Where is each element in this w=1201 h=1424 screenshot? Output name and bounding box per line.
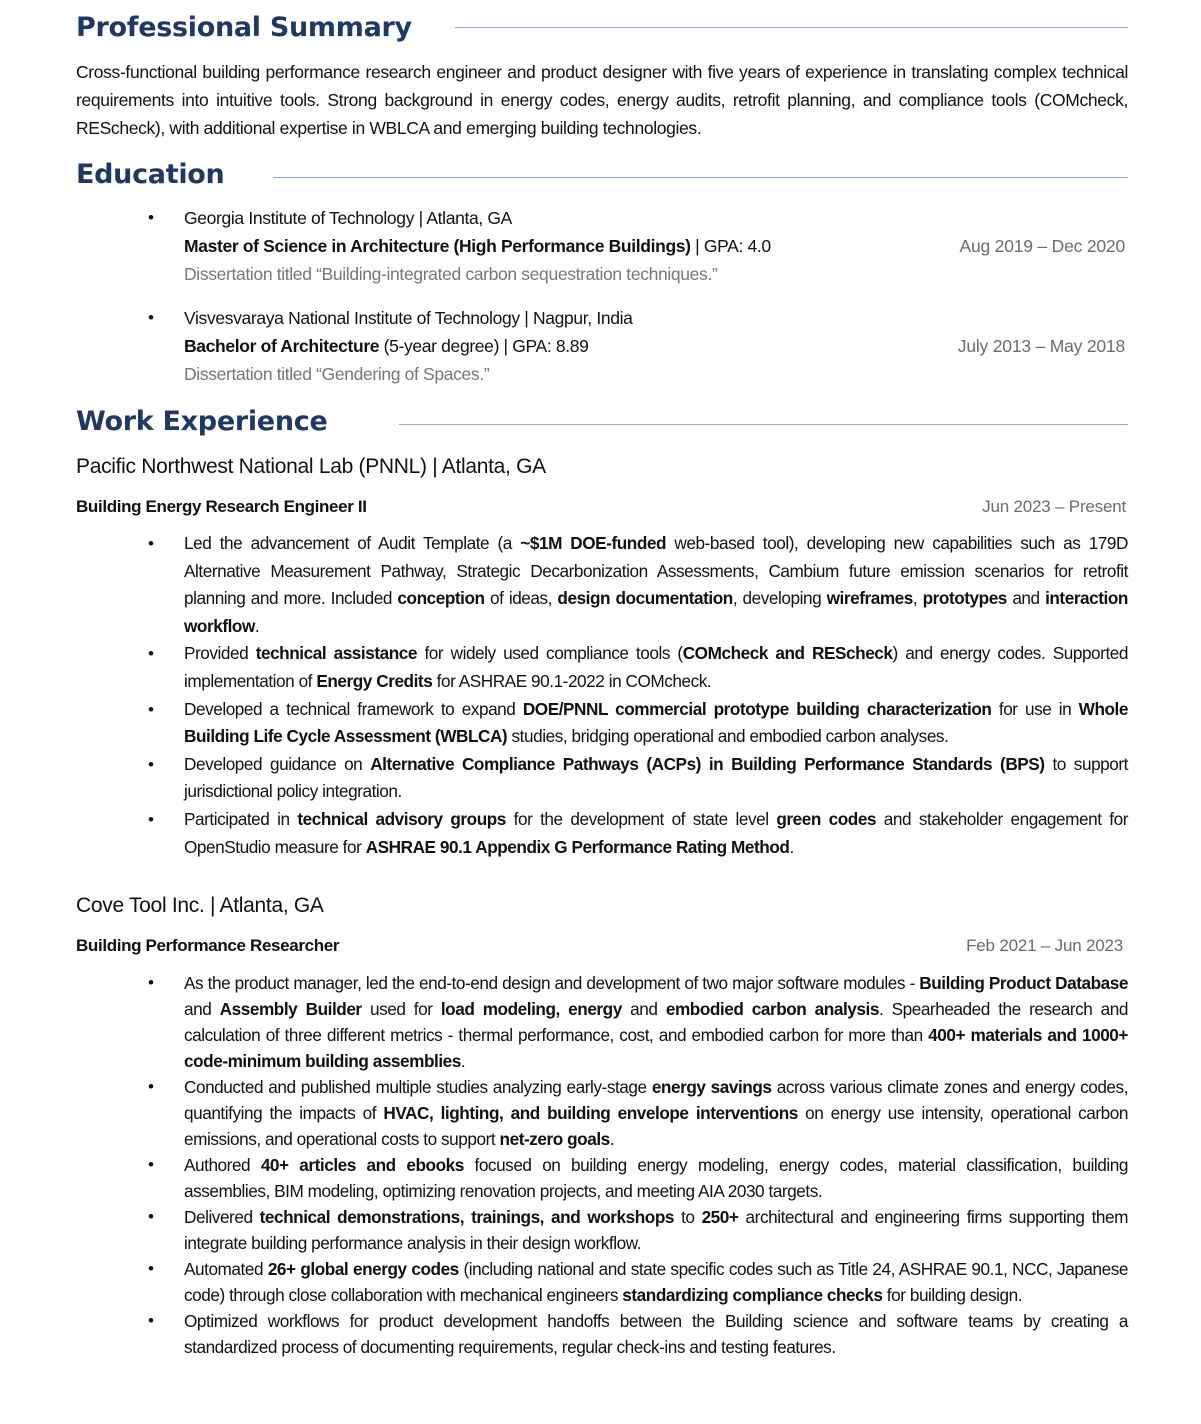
bullet-icon: • bbox=[148, 644, 154, 664]
summary-heading: Professional Summary bbox=[76, 12, 412, 43]
institution: Visvesvaraya National Institute of Technology | Nagpur, India bbox=[184, 308, 633, 328]
bullet-item bbox=[76, 751, 1128, 806]
work-heading: Work Experience bbox=[76, 406, 328, 437]
bullet-icon: • bbox=[148, 1077, 154, 1096]
bullet-icon: • bbox=[148, 534, 154, 553]
bullet-icon: • bbox=[148, 809, 154, 829]
bullet-icon: • bbox=[148, 754, 154, 774]
education-item bbox=[76, 304, 1128, 388]
bullet-icon: • bbox=[148, 1311, 154, 1330]
role-row bbox=[76, 493, 1128, 521]
bullet-text: Authored 40+ articles and ebooks focused on building energy modeling, energy codes, material classification, building assemblies, BIM modeling, optimizing renovation projects, and meeting AIA 2030 targets. bbox=[184, 1155, 1128, 1201]
bullet-item bbox=[76, 640, 1128, 695]
company-name: Cove Tool Inc. | Atlanta, GA bbox=[76, 894, 324, 917]
bullet-icon: • bbox=[148, 208, 154, 227]
degree-detail: | GPA: 4.0 bbox=[690, 236, 771, 256]
bullet-icon: • bbox=[148, 973, 154, 992]
dissertation: Dissertation titled “Building-integrated carbon sequestration techniques.” bbox=[184, 264, 718, 284]
section-divider bbox=[455, 27, 1128, 28]
section-divider bbox=[399, 424, 1128, 425]
bullet-item bbox=[76, 1074, 1128, 1152]
job-dates: Feb 2021 – Jun 2023 bbox=[966, 936, 1123, 955]
bullet-item bbox=[76, 1256, 1128, 1308]
institution: Georgia Institute of Technology | Atlanta, GA bbox=[184, 208, 512, 228]
degree-line bbox=[184, 332, 1128, 360]
education-dates: July 2013 – May 2018 bbox=[957, 336, 1125, 356]
job-dates: Jun 2023 – Present bbox=[982, 497, 1126, 516]
education-section bbox=[76, 159, 1128, 384]
degree: Master of Science in Architecture (High Performance Buildings) bbox=[184, 236, 691, 256]
degree-line bbox=[184, 232, 1128, 260]
section-divider bbox=[273, 177, 1128, 178]
bullet-icon: • bbox=[148, 1207, 154, 1226]
job-entry bbox=[76, 891, 1128, 1360]
bullet-text: Automated 26+ global energy codes (including national and state specific codes such as Title 24, ASHRAE 90.1, NCC, Japanese code) through close collaboration with mechanical engineers standardizing compliance checks for building design. bbox=[184, 1259, 1129, 1305]
bullet-icon: • bbox=[148, 308, 154, 327]
work-section bbox=[76, 406, 1128, 450]
bullet-text: Optimized workflows for product development handoffs between the Building science and software teams by creating a standardized process of documenting requirements, regular check-ins and testing features. bbox=[184, 1311, 1128, 1357]
bullet-text: Developed a technical framework to expand DOE/PNNL commercial prototype building characterization for use in Whole Building Life Cycle Assessment (WBLCA) studies, bridging operational and embodied carbon analyses. bbox=[184, 698, 1128, 747]
bullet-text: Led the advancement of Audit Template (a ~$1M DOE-funded web-based tool), developing new capabilities such as 179D Alternative Measurement Pathway, Strategic Decarbonization Assessments, Cambium future emission scenarios for retrofit planning and more. Included conception of ideas, design documentation, developing wireframes, prototypes and interaction workflow. bbox=[184, 533, 1128, 636]
degree: Bachelor of Architecture bbox=[184, 336, 380, 356]
bullet-item bbox=[76, 1204, 1128, 1256]
bullet-text: Participated in technical advisory groups for the development of state level green codes and stakeholder engagement for OpenStudio measure for ASHRAE 90.1 Appendix G Performance Rating Method. bbox=[184, 808, 1128, 857]
education-header bbox=[76, 159, 1128, 203]
bullet-item bbox=[76, 970, 1128, 1074]
bullet-text: Delivered technical demonstrations, trainings, and workshops to 250+ architectural and engineering firms supporting them integrate building performance analysis in their design workflow. bbox=[184, 1207, 1128, 1253]
bullet-item bbox=[76, 696, 1128, 751]
bullet-icon: • bbox=[148, 699, 154, 719]
education-heading: Education bbox=[76, 159, 225, 190]
degree-detail: (5-year degree) | GPA: 8.89 bbox=[379, 336, 589, 356]
education-item bbox=[76, 204, 1128, 288]
job-bullets bbox=[76, 970, 1128, 1360]
summary-section bbox=[76, 12, 1128, 138]
bullet-icon: • bbox=[148, 1155, 154, 1174]
role-row bbox=[76, 932, 1128, 960]
bullet-item bbox=[76, 806, 1128, 861]
education-dates: Aug 2019 – Dec 2020 bbox=[959, 236, 1125, 256]
bullet-item bbox=[76, 1152, 1128, 1204]
bullet-text: Developed guidance on Alternative Compliance Pathways (ACPs) in Building Performance Standards (BPS) to support jurisdictional policy integration. bbox=[184, 753, 1128, 802]
summary-header bbox=[76, 12, 1128, 56]
summary-text: Cross-functional building performance research engineer and product designer with five years of experience in translating complex technical requirements into intuitive tools. Strong background in energy codes, energy audits, retrofit planning, and compliance tools (COMcheck, REScheck), with additional expertise in WBLCA and emerging building technologies. bbox=[76, 62, 1128, 138]
bullet-text: As the product manager, led the end-to-end design and development of two major software modules - Building Product Database and Assembly Builder used for load modeling, energy and embodied carbon analysis. Spearheaded the research and calculation of three different metrics - thermal performance, cost, and embodied carbon for more than 400+ materials and 1000+ code-minimum building assemblies. bbox=[184, 973, 1129, 1071]
work-header bbox=[76, 406, 1128, 450]
bullet-icon: • bbox=[148, 1259, 154, 1278]
company-name: Pacific Northwest National Lab (PNNL) | Atlanta, GA bbox=[76, 455, 546, 478]
job-entry bbox=[76, 452, 1128, 861]
bullet-text: Conducted and published multiple studies analyzing early-stage energy savings across various climate zones and energy codes, quantifying the impacts of HVAC, lighting, and building envelope interventions on energy use intensity, operational carbon emissions, and operational costs to support net-zero goals. bbox=[184, 1077, 1129, 1149]
dissertation: Dissertation titled “Gendering of Spaces.” bbox=[184, 364, 490, 384]
job-title: Building Energy Research Engineer II bbox=[76, 497, 367, 516]
job-bullets bbox=[76, 530, 1128, 861]
bullet-text: Provided technical assistance for widely used compliance tools (COMcheck and REScheck) and energy codes. Supported implementation of Energy Credits for ASHRAE 90.1-2022 in COMcheck. bbox=[184, 643, 1128, 691]
job-title: Building Performance Researcher bbox=[76, 936, 340, 955]
bullet-item bbox=[76, 530, 1128, 640]
bullet-item bbox=[76, 1308, 1128, 1360]
